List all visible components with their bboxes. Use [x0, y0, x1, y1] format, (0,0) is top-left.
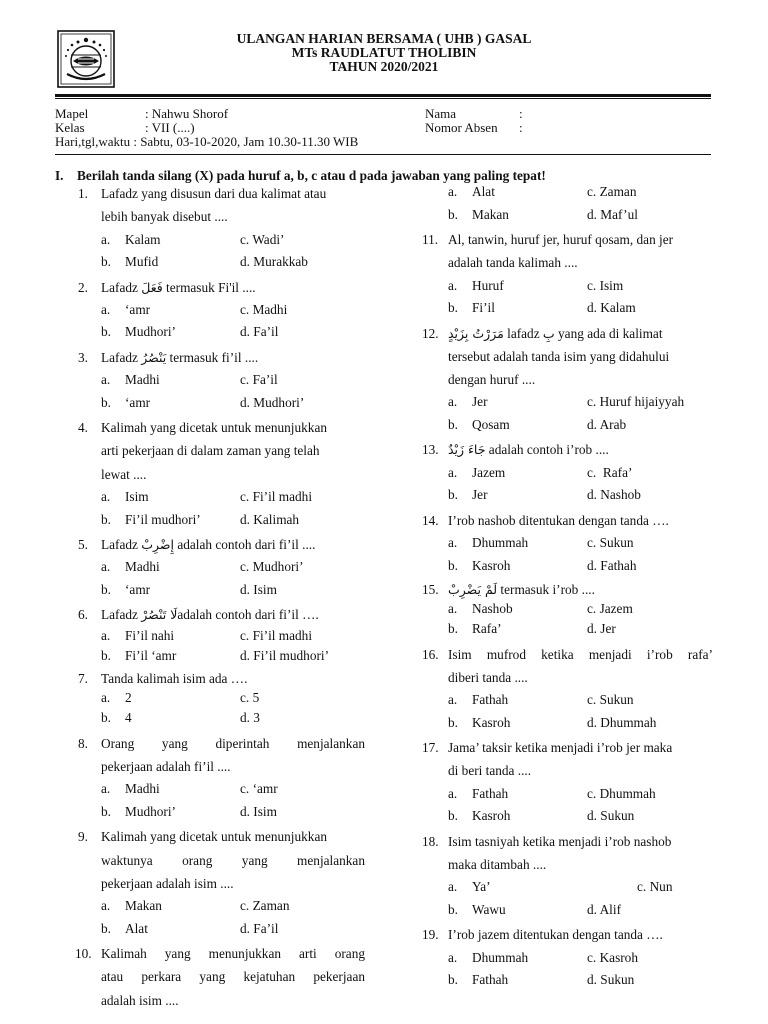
question-number: 10. — [75, 946, 92, 962]
question-text-line: diberi tanda .... — [448, 669, 528, 685]
options-row — [78, 778, 365, 801]
question-text: Lafadz — [101, 349, 142, 365]
option-b[interactable]: b. ‘amr — [101, 581, 151, 597]
options-row — [425, 805, 713, 828]
question-16 — [422, 643, 713, 690]
option-c[interactable]: c. Zaman — [240, 898, 290, 914]
options-row — [78, 579, 365, 602]
option-c[interactable]: c. ‘amr — [240, 781, 278, 797]
question-text-line: Jama’ taksir ketika menjadi i’rob jer maka — [448, 740, 673, 756]
option-d[interactable]: d. Jer — [587, 621, 616, 637]
option-a[interactable]: a. Nashob — [448, 601, 513, 617]
question-10 — [75, 942, 365, 1012]
question-number: 4. — [78, 420, 88, 436]
question-2 — [78, 276, 365, 299]
options-row — [425, 876, 713, 899]
options-row — [78, 689, 365, 707]
question-text-line: I’rob nashob ditentukan dengan tanda …. — [448, 512, 669, 528]
question-text: lafadz — [503, 325, 543, 341]
question-number: 18. — [422, 833, 439, 849]
question-text-line: Kalimah yang dicetak untuk menunjukkan — [101, 420, 327, 436]
option-a[interactable]: a. Fi’il nahi — [101, 627, 175, 643]
question-9 — [78, 825, 365, 895]
options-row — [425, 414, 713, 437]
option-c[interactable]: c. Madhi — [240, 301, 288, 317]
option-a[interactable]: a. Fathah — [448, 692, 509, 708]
question-number: 13. — [422, 442, 439, 458]
question-text-line: Isim mufrod ketika menjadi i’rob rafa’ — [448, 646, 713, 662]
question-text: yang ada di kalimat — [554, 325, 663, 341]
option-d[interactable]: d. Fa’il — [240, 324, 279, 340]
question-text-line: Orang yang diperintah menjalankan — [101, 735, 365, 751]
option-a[interactable]: a. Madhi — [101, 372, 160, 388]
kelas-label: Kelas — [55, 120, 85, 135]
options-row — [78, 801, 365, 824]
options-row — [78, 486, 365, 509]
question-5 — [78, 533, 365, 556]
option-c[interactable]: c. Jazem — [587, 601, 633, 617]
option-c[interactable]: c. Huruf hijaiyyah — [587, 394, 685, 410]
options-row — [425, 297, 713, 320]
option-c[interactable]: c. Kasroh — [587, 949, 638, 965]
question-number: 14. — [422, 512, 439, 528]
option-c[interactable]: c. Mudhori’ — [240, 559, 304, 575]
option-b[interactable]: b. Mufid — [101, 254, 159, 270]
option-b[interactable]: b. 4 — [101, 710, 132, 726]
options-row — [78, 229, 365, 252]
options-row — [425, 181, 713, 204]
options-row — [425, 532, 713, 555]
question-text: Lafadz — [101, 607, 142, 623]
arabic-text: يَنْصُرُ — [141, 349, 167, 365]
option-b[interactable]: b. Mudhori’ — [101, 803, 176, 819]
arabic-text: فَعَلَ — [141, 279, 163, 295]
options-row — [78, 509, 365, 532]
question-number: 9. — [78, 829, 88, 845]
question-text-line: lebih banyak disebut .... — [101, 209, 228, 225]
question-text-line: pekerjaan adalah isim .... — [101, 875, 234, 891]
options-row — [425, 618, 713, 641]
question-6 — [78, 603, 365, 626]
option-b[interactable]: b. Kasroh — [448, 808, 511, 824]
arabic-text: مَرَرْتُ بِزَيْدٍ — [448, 325, 504, 341]
option-b[interactable]: b. Kasroh — [448, 557, 511, 573]
option-c[interactable]: c. Sukun — [587, 692, 634, 708]
option-b[interactable]: b. Qosam — [448, 416, 510, 432]
options-row — [78, 645, 365, 668]
question-text-line: atau perkara yang kejatuhan pekerjaan — [101, 969, 365, 985]
question-7 — [78, 669, 365, 689]
option-a[interactable]: a. Dhummah — [448, 535, 529, 551]
question-number: 3. — [78, 349, 88, 365]
question-19 — [422, 923, 713, 946]
question-number: 16. — [422, 646, 439, 662]
option-a[interactable]: a. Madhi — [101, 781, 160, 797]
question-15 — [422, 579, 713, 600]
waktu-text: Hari,tgl,waktu : Sabtu, 03-10-2020, Jam 10.30-11.30 WIB — [55, 134, 359, 149]
question-text-line: Tanda kalimah isim ada …. — [101, 671, 248, 687]
question-number: 17. — [422, 740, 439, 756]
question-12 — [422, 322, 713, 392]
option-d[interactable]: d. Kalimah — [240, 511, 300, 527]
info-rule — [55, 154, 711, 155]
options-row — [425, 783, 713, 806]
arabic-text: بِ — [542, 325, 555, 341]
option-a[interactable]: a. Isim — [101, 489, 149, 505]
option-d[interactable]: d. Mudhori’ — [240, 394, 305, 410]
option-b[interactable]: b. ‘amr — [101, 394, 151, 410]
question-text-line: adalah isim .... — [101, 992, 179, 1008]
option-c[interactable]: c. Nun — [637, 879, 673, 895]
option-d[interactable]: d. Fathah — [587, 557, 637, 573]
option-c[interactable]: c. Fa’il — [240, 372, 278, 388]
question-text-line: adalah tanda kalimah .... — [448, 255, 578, 271]
option-b[interactable]: b. Wawu — [448, 901, 506, 917]
option-d[interactable]: d. Dhummah — [587, 714, 657, 730]
option-b[interactable]: b. Jer — [448, 487, 488, 503]
absen-field[interactable]: : — [519, 120, 523, 135]
option-a[interactable]: a. ‘amr — [101, 301, 151, 317]
question-text-line: tersebut adalah tanda isim yang didahului — [448, 348, 670, 364]
question-text-line: Kalimah yang menunjukkan arti orang — [101, 946, 365, 962]
options-row — [425, 600, 713, 618]
question-1 — [78, 182, 365, 229]
option-c[interactable]: c. Dhummah — [587, 785, 656, 801]
options-row — [425, 712, 713, 735]
question-number: 7. — [78, 671, 88, 687]
option-c[interactable]: c. Fi’il madhi — [240, 627, 313, 643]
option-b[interactable]: b. Fi’il ‘amr — [101, 647, 177, 663]
options-row — [425, 899, 713, 922]
question-text: Lafadz — [101, 537, 142, 553]
option-c[interactable]: c. Rafa’ — [587, 464, 633, 480]
question-text-line: di beri tanda .... — [448, 763, 532, 779]
question-text-line: Al, tanwin, huruf jer, huruf qosam, dan jer — [448, 232, 674, 247]
option-c[interactable]: c. Sukun — [587, 535, 634, 551]
left-column — [75, 182, 365, 1012]
options-row — [425, 484, 713, 507]
options-row — [425, 689, 713, 712]
option-b[interactable]: b. Alat — [101, 920, 148, 936]
option-d[interactable]: d. Sukun — [587, 972, 635, 988]
question-11 — [422, 228, 713, 275]
question-text: termasuk i’rob .... — [497, 582, 595, 598]
options-row — [78, 369, 365, 392]
option-d[interactable]: d. Isim — [240, 581, 277, 597]
question-14 — [422, 509, 713, 532]
option-d[interactable]: d. Fa’il — [240, 920, 279, 936]
nama-label: Nama — [425, 106, 457, 121]
question-3 — [78, 346, 365, 369]
question-number: 12. — [422, 325, 439, 341]
options-row — [78, 251, 365, 274]
options-row — [425, 391, 713, 414]
option-b[interactable]: b. Mudhori’ — [101, 324, 176, 340]
question-text-line: Lafadz yang disusun dari dua kalimat atau — [101, 186, 327, 201]
arabic-text: لَا تَنْصُرْ — [141, 607, 178, 623]
option-b[interactable]: b. Kasroh — [448, 714, 511, 730]
options-row — [78, 707, 365, 730]
options-row — [425, 462, 713, 485]
option-a[interactable]: a. Kalam — [101, 231, 161, 247]
option-c[interactable]: c. Isim — [587, 277, 624, 293]
option-d[interactable]: d. Sukun — [587, 808, 635, 824]
question-text-line: maka ditambah .... — [448, 857, 547, 873]
question-text-line: waktunya orang yang menjalankan — [101, 852, 365, 868]
question-number: 8. — [78, 735, 88, 751]
option-b[interactable]: b. Fathah — [448, 972, 509, 988]
mapel-value: : Nahwu Shorof — [145, 106, 229, 121]
question-13 — [422, 438, 713, 461]
absen-label: Nomor Absen — [425, 120, 498, 135]
question-text-line: Isim tasniyah ketika menjadi i’rob nashob — [448, 833, 672, 849]
option-a[interactable]: a. 2 — [101, 690, 132, 706]
option-d[interactable]: d. 3 — [240, 710, 260, 726]
right-column — [422, 181, 713, 992]
question-text: termasuk Fi'il .... — [162, 279, 256, 295]
question-text-line: arti pekerjaan di dalam zaman yang telah — [101, 443, 320, 459]
option-a[interactable]: a. Makan — [101, 898, 162, 914]
options-row — [78, 299, 365, 322]
option-b[interactable]: b. Fi’il mudhori’ — [101, 511, 201, 527]
question-4 — [78, 416, 365, 486]
header-rule-top — [55, 94, 711, 97]
question-number: 5. — [78, 537, 88, 553]
question-8 — [78, 732, 365, 779]
question-text-line: pekerjaan adalah fi’il .... — [101, 758, 231, 774]
options-row — [425, 555, 713, 578]
option-a[interactable]: a. Fathah — [448, 785, 509, 801]
arabic-text: جَاءَ زَيْدٌ — [448, 442, 486, 458]
option-a[interactable]: a. Huruf — [448, 277, 504, 293]
question-number: 11. — [422, 232, 439, 247]
nama-field[interactable]: : — [519, 106, 523, 121]
instruction-text: Berilah tanda silang (X) pada huruf a, b, c atau d pada jawaban yang paling tepat! — [77, 168, 546, 183]
arabic-text: لَمْ يَضْرِبْ — [448, 582, 498, 598]
options-row — [78, 321, 365, 344]
option-d[interactable]: d. Kalam — [587, 300, 636, 316]
option-c[interactable]: c. Zaman — [587, 184, 637, 199]
options-row — [78, 392, 365, 415]
question-text: adalah contoh dari fi’il …. — [177, 607, 319, 623]
option-d[interactable]: d. Alif — [587, 901, 621, 917]
question-number: 6. — [78, 607, 88, 623]
option-b[interactable]: b. Makan — [448, 206, 509, 222]
option-a[interactable]: a. Jer — [448, 394, 488, 410]
academic-year: TAHUN 2020/2021 — [329, 59, 439, 74]
options-row — [78, 627, 365, 645]
mapel-label: Mapel — [55, 106, 89, 121]
question-text-line: dengan huruf .... — [448, 372, 536, 388]
option-a[interactable]: a. Madhi — [101, 559, 160, 575]
option-b[interactable]: b. Fi’il — [448, 300, 495, 316]
exam-title: ULANGAN HARIAN BERSAMA ( UHB ) GASAL — [236, 31, 532, 46]
options-row — [425, 204, 713, 227]
kelas-value: : VII (....) — [145, 120, 195, 135]
options-row — [425, 947, 713, 970]
question-text: Lafadz — [101, 279, 142, 295]
school-name: MTs RAUDLATUT THOLIBIN — [291, 45, 477, 60]
option-d[interactable]: d. Arab — [587, 416, 627, 432]
question-number: 2. — [78, 279, 88, 295]
option-a[interactable]: a. Jazem — [448, 464, 506, 480]
options-row — [425, 275, 713, 298]
instruction-number: I. — [55, 168, 64, 183]
question-text-line: Kalimah yang dicetak untuk menunjukkan — [101, 829, 327, 845]
question-text: adalah contoh i’rob .... — [485, 442, 609, 458]
arabic-text: إِضْرِبْ — [141, 537, 174, 553]
question-text-line: I’rob jazem ditentukan dengan tanda …. — [448, 927, 663, 943]
option-d[interactable]: d. Murakkab — [240, 254, 308, 270]
question-number: 1. — [78, 186, 88, 201]
options-row — [78, 895, 365, 918]
question-number: 19. — [422, 927, 439, 943]
question-number: 15. — [422, 582, 439, 598]
option-d[interactable]: d. Isim — [240, 803, 277, 819]
question-text: termasuk fi’il .... — [166, 349, 259, 365]
options-row — [78, 918, 365, 941]
options-row — [78, 556, 365, 579]
option-c[interactable]: c. Wadi’ — [240, 231, 285, 247]
option-d[interactable]: d. Nashob — [587, 487, 641, 503]
option-a[interactable]: a. Ya’ — [448, 879, 491, 895]
option-d[interactable]: d. Maf’ul — [587, 206, 638, 222]
option-c[interactable]: c. 5 — [240, 690, 260, 706]
option-d[interactable]: d. Fi’il mudhori’ — [240, 647, 330, 663]
header-rule-thin — [55, 98, 711, 99]
options-row — [425, 969, 713, 992]
question-text: adalah contoh dari fi’il .... — [174, 537, 316, 553]
option-a[interactable]: a. Alat — [448, 184, 495, 199]
option-a[interactable]: a. Dhummah — [448, 949, 529, 965]
option-c[interactable]: c. Fi’il madhi — [240, 489, 313, 505]
option-b[interactable]: b. Rafa’ — [448, 621, 502, 637]
question-18 — [422, 830, 713, 877]
question-text-line: lewat .... — [101, 466, 147, 482]
question-17 — [422, 736, 713, 783]
